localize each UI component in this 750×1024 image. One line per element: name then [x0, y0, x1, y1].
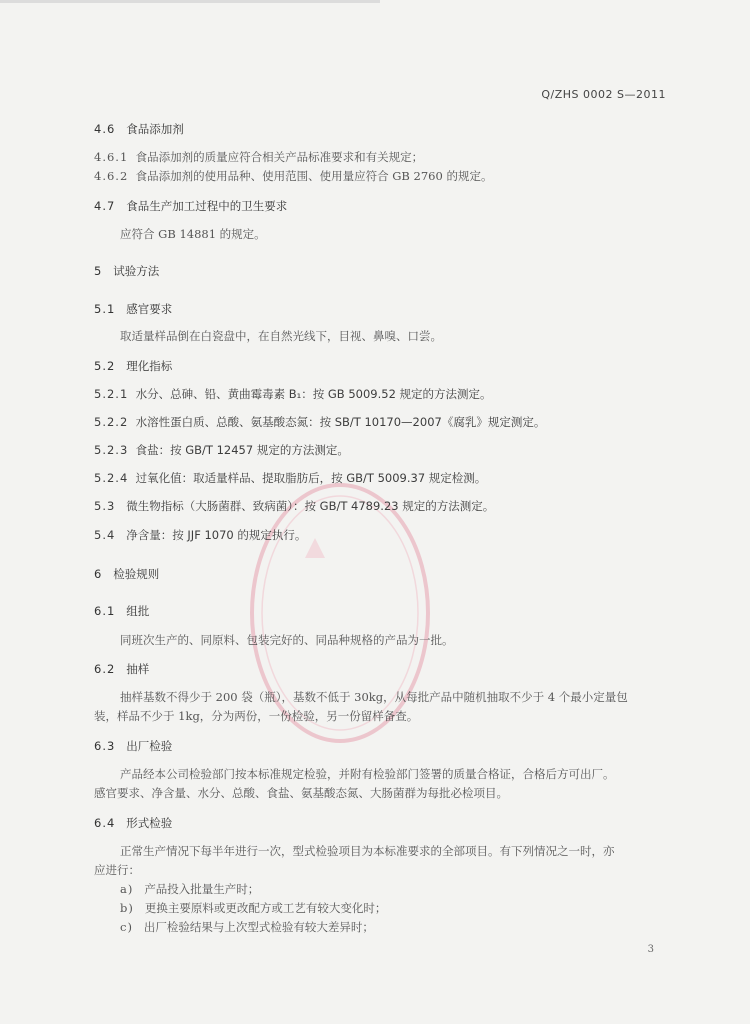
line-4-6-2: 4.6.2 食品添加剂的使用品种、使用范围、使用量应符合 GB 2760 的规定。	[94, 169, 493, 183]
line-4-6-1: 4.6.1 食品添加剂的质量应符合相关产品标准要求和有关规定；	[94, 150, 424, 164]
line-5: 5 试验方法	[94, 264, 160, 278]
line-4-7-body: 应符合 GB 14881 的规定。	[120, 227, 266, 241]
line-6-2-body-1: 抽样基数不得少于 200 袋（瓶），基数不低于 30kg，从每批产品中随机抽取不少于 4 个最小定量包	[120, 690, 628, 704]
line-5-3: 5.3 微生物指标（大肠菌群、致病菌）：按 GB/T 4789.23 规定的方法测定。	[94, 499, 495, 513]
line-6: 6 检验规则	[94, 567, 160, 581]
line-5-2-2: 5.2.2 水溶性蛋白质、总酸、氨基酸态氮：按 SB/T 10170—2007《腐乳》规定测定。	[94, 415, 546, 429]
line-4-6: 4.6 食品添加剂	[94, 122, 184, 136]
line-6-3: 6.3 出厂检验	[94, 739, 173, 753]
line-6-3-body-1: 产品经本公司检验部门按本标准规定检验，并附有检验部门签署的质量合格证，合格后方可出厂。	[120, 767, 615, 781]
scan-edge	[0, 0, 380, 3]
line-6-1-body: 同班次生产的、同原料、包装完好的、同品种规格的产品为一批。	[120, 633, 454, 647]
list-item-a: a) 产品投入批量生产时；	[120, 882, 260, 896]
line-5-2-4: 5.2.4 过氧化值：取适量样品、提取脂肪后，按 GB/T 5009.37 规定检测。	[94, 471, 487, 485]
line-6-2-body-2: 装，样品不少于 1kg，分为两份，一份检验，另一份留样备查。	[94, 709, 419, 723]
line-6-3-body-2: 感官要求、净含量、水分、总酸、食盐、氨基酸态氮、大肠菌群为每批必检项目。	[94, 786, 508, 800]
line-6-4-body-1: 正常生产情况下每半年进行一次，型式检验项目为本标准要求的全部项目。有下列情况之一时，亦	[120, 844, 615, 858]
list-item-c: c) 出厂检验结果与上次型式检验有较大差异时；	[120, 920, 374, 934]
line-5-2-3: 5.2.3 食盐：按 GB/T 12457 规定的方法测定。	[94, 443, 349, 457]
line-5-2: 5.2 理化指标	[94, 359, 173, 373]
document-code: Q/ZHS 0002 S—2011	[541, 88, 666, 101]
line-5-2-1: 5.2.1 水分、总砷、铅、黄曲霉毒素 B₁：按 GB 5009.52 规定的方法测定。	[94, 387, 492, 401]
line-5-4: 5.4 净含量：按 JJF 1070 的规定执行。	[94, 528, 307, 542]
page-number: 3	[647, 944, 654, 955]
line-5-1-body: 取适量样品倒在白瓷盘中，在自然光线下，目视、鼻嗅、口尝。	[120, 329, 442, 343]
line-6-2: 6.2 抽样	[94, 662, 150, 676]
list-item-b: b) 更换主要原料或更改配方或工艺有较大变化时；	[120, 901, 387, 915]
line-6-1: 6.1 组批	[94, 604, 150, 618]
line-5-1: 5.1 感官要求	[94, 302, 173, 316]
line-6-4-body-2: 应进行：	[94, 863, 140, 877]
line-6-4: 6.4 形式检验	[94, 816, 173, 830]
line-4-7: 4.7 食品生产加工过程中的卫生要求	[94, 199, 288, 213]
